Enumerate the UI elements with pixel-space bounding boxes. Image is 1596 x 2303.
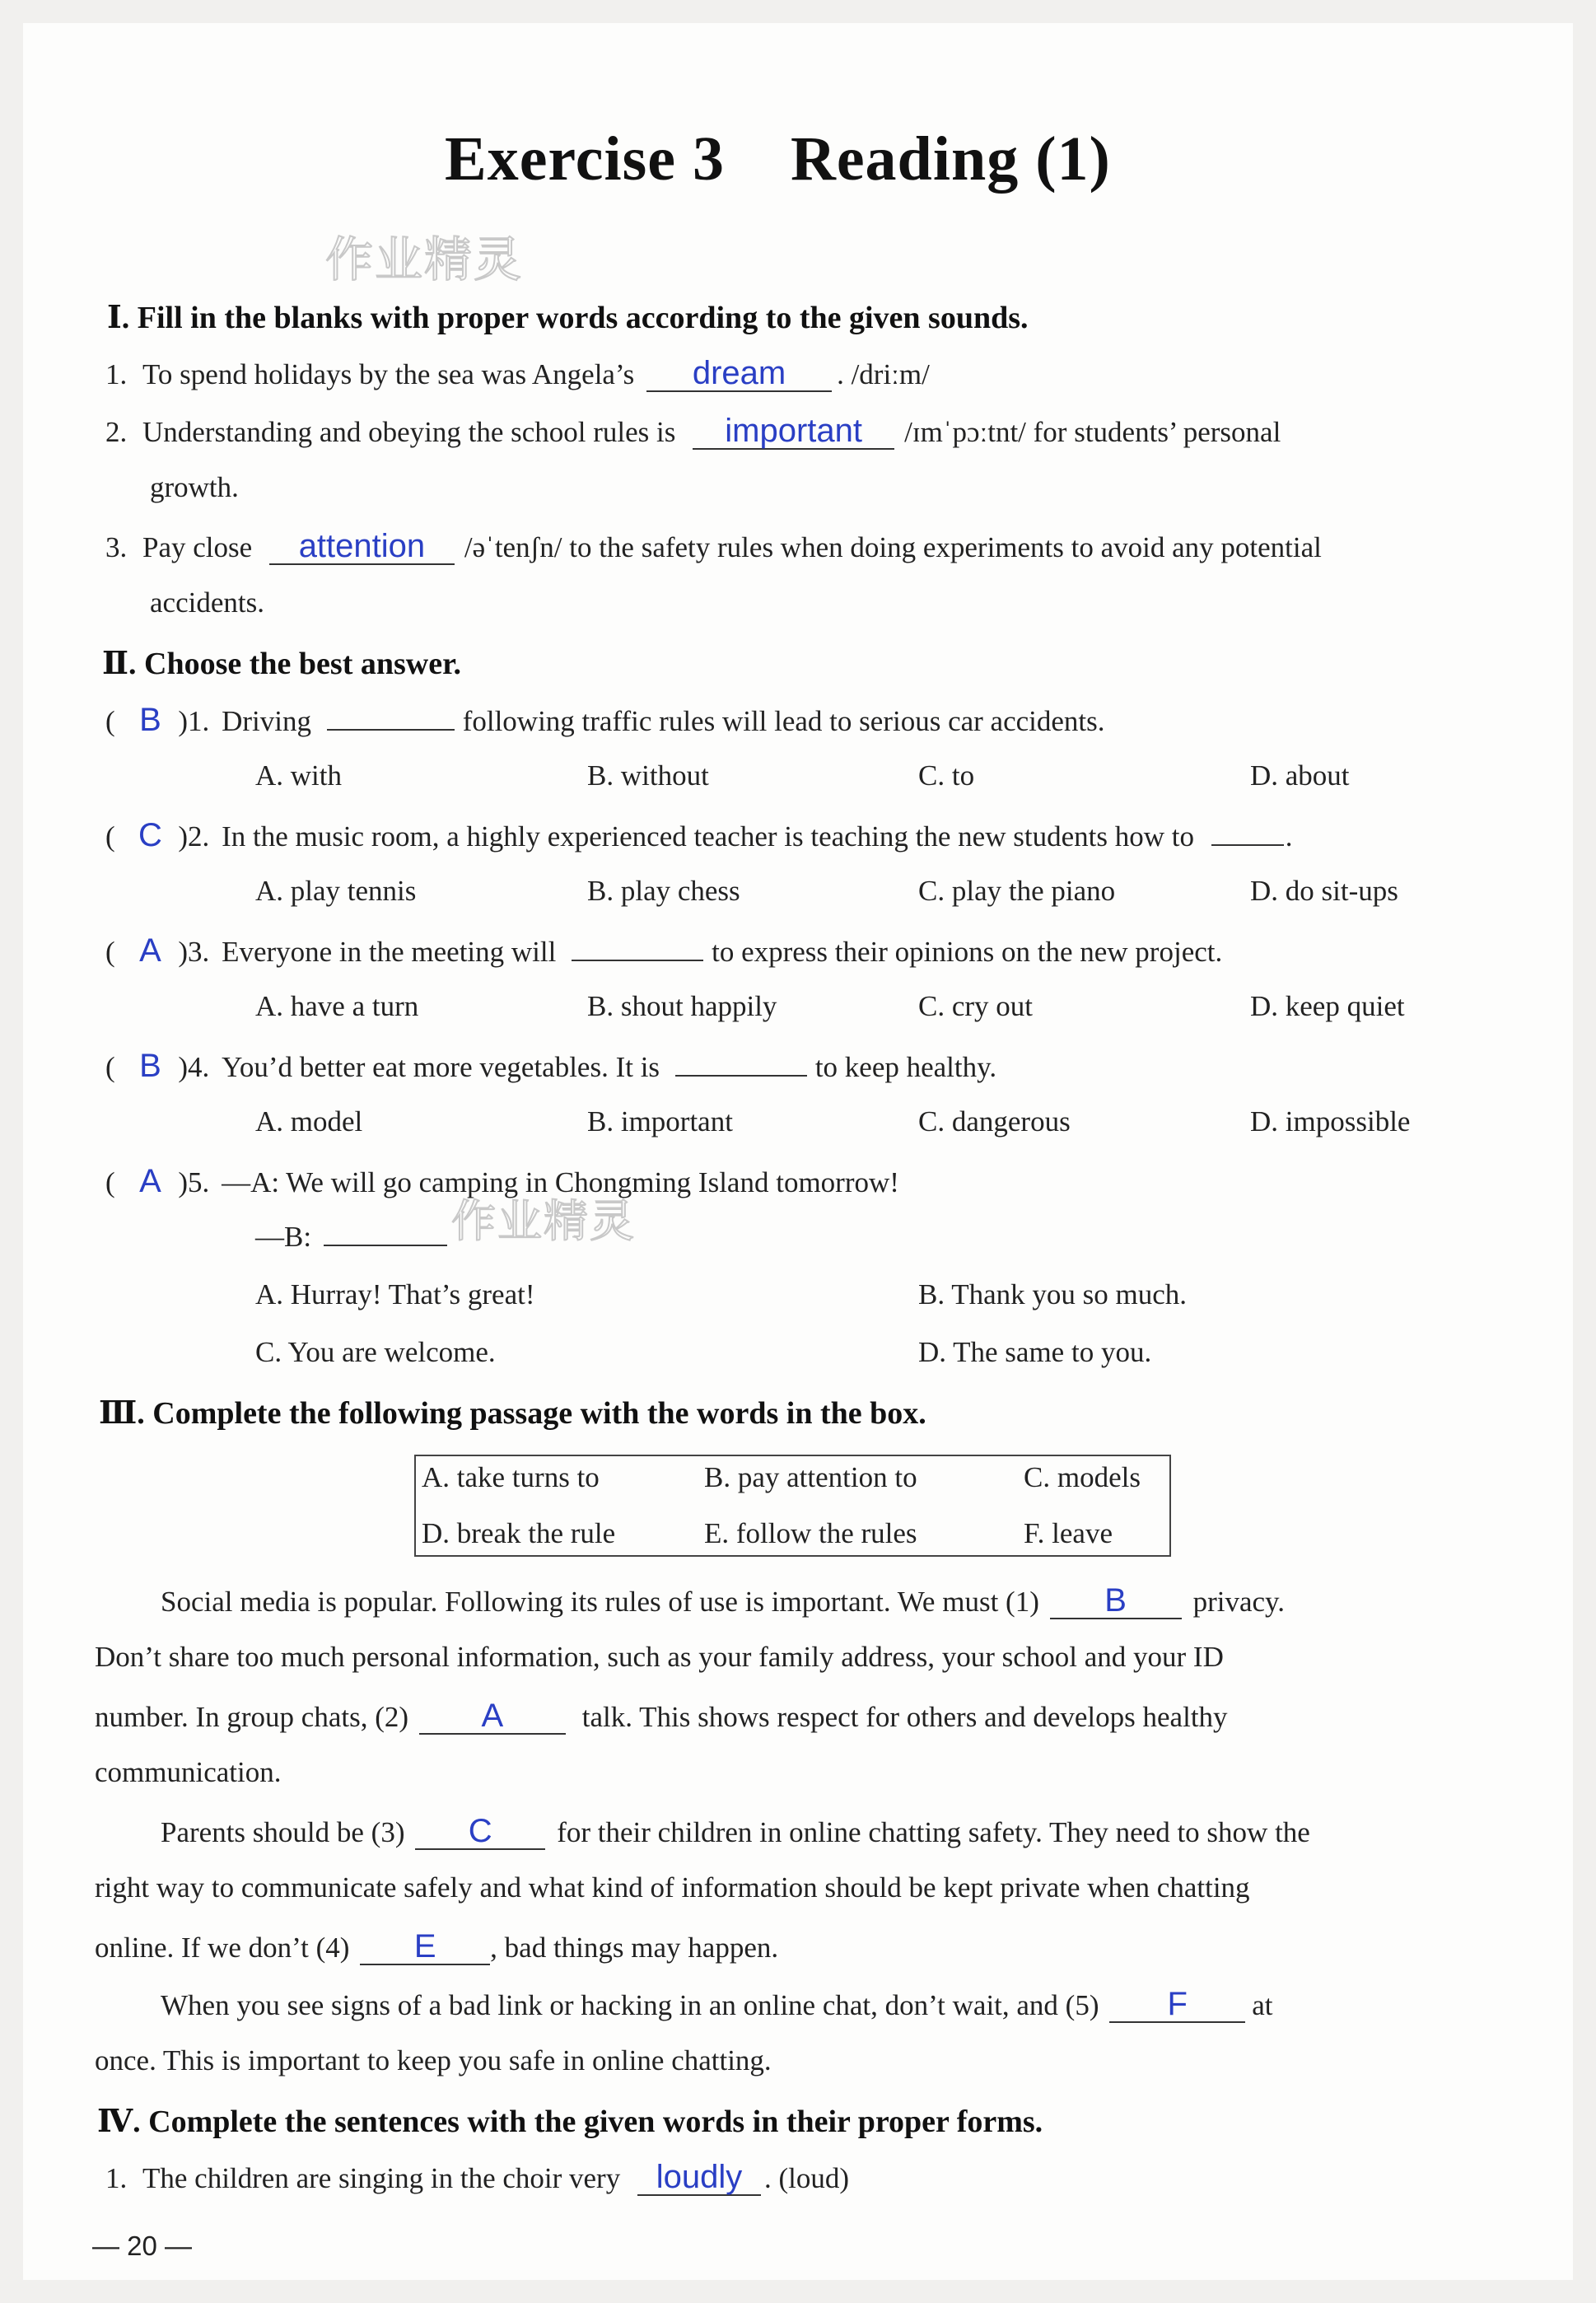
mcq-text: to express their opinions on the new project. — [712, 936, 1223, 968]
mcq-3-option-b: B. shout happily — [587, 990, 777, 1022]
section-1-heading: Ⅰ. Fill in the blanks with proper words according to the given sounds. — [107, 301, 1029, 335]
passage-text: Social media is popular. Following its rules of use is important. We must (1) — [161, 1586, 1039, 1618]
mcq-question-3: ( A )3. Everyone in the meeting will to express their opinions on the new project. — [105, 932, 1223, 969]
passage-text: online. If we don’t (4) — [95, 1932, 350, 1964]
handwritten-answer: C — [468, 1813, 492, 1849]
mcq-2-option-c: C. play the piano — [918, 875, 1116, 907]
item-number: 1. — [105, 2162, 128, 2194]
answer-blank-1 — [1050, 1583, 1182, 1619]
section-4-heading: Ⅳ. Complete the sentences with the given words in their proper forms. — [97, 2104, 1043, 2139]
mcq-5-option-c: C. You are welcome. — [255, 1336, 496, 1368]
word-box-item-c: C. models — [1024, 1461, 1141, 1493]
s1-item-1 — [105, 356, 930, 392]
mcq-question-1: ( B )1. Driving following traffic rules will lead to serious car accidents. — [105, 702, 1105, 738]
mcq-text: Driving — [222, 705, 311, 737]
item-text: /əˈtenʃn/ to the safety rules when doing experiments to avoid any potential — [464, 531, 1322, 563]
mcq-number: )3. — [178, 936, 210, 968]
mcq-question-5: ( A )5. —A: We will go camping in Chongming Island tomorrow! — [105, 1163, 899, 1199]
mcq-4-option-d: D. impossible — [1250, 1105, 1411, 1137]
mcq-5-reply — [255, 1221, 447, 1254]
watermark-top: 作业精灵 — [325, 231, 524, 287]
answer-blank — [646, 356, 832, 392]
passage-line: right way to communicate safely and what kind of information should be kept private when chatting — [95, 1871, 1250, 1904]
answer-blank-4 — [360, 1929, 490, 1965]
passage-line: once. This is important to keep you safe in online chatting. — [95, 2044, 772, 2076]
mcq-text: following traffic rules will lead to serious car accidents. — [462, 705, 1105, 737]
mcq-2-option-a: A. play tennis — [255, 875, 417, 907]
mcq-answer: C — [138, 817, 162, 853]
passage-text: talk. This shows respect for others and develops healthy — [581, 1701, 1228, 1733]
mcq-2-option-b: B. play chess — [587, 875, 740, 907]
answer-blank — [324, 1245, 447, 1246]
mcq-4-option-c: C. dangerous — [918, 1105, 1071, 1137]
passage-text: Parents should be (3) — [161, 1816, 405, 1848]
passage-text: privacy. — [1192, 1586, 1286, 1618]
item-text: Pay close — [142, 531, 253, 563]
item-text: . (loud) — [763, 2162, 850, 2194]
item-number: 2. — [105, 416, 128, 448]
passage-text: at — [1252, 1989, 1273, 2021]
answer-blank — [637, 2160, 761, 2196]
passage-line — [161, 1814, 1310, 1850]
handwritten-answer: dream — [692, 355, 786, 391]
mcq-3-option-c: C. cry out — [918, 990, 1034, 1022]
word-box-item-b: B. pay attention to — [704, 1461, 917, 1493]
s1-item-3 — [105, 529, 1322, 565]
passage-line: communication. — [95, 1756, 282, 1788]
passage-line — [95, 1929, 778, 1965]
mcq-question-2: ( C )2. In the music room, a highly experienced teacher is teaching the new students how to . — [105, 817, 1293, 853]
mcq-number: )1. — [178, 705, 210, 737]
answer-blank-5 — [1109, 1987, 1245, 2023]
mcq-3-option-d: D. keep quiet — [1250, 990, 1405, 1022]
mcq-text: to keep healthy. — [814, 1051, 997, 1083]
mcq-answer: A — [139, 932, 161, 969]
mcq-2-option-d: D. do sit-ups — [1250, 875, 1398, 907]
section-3-heading: Ⅲ. Complete the following passage with the words in the box. — [99, 1396, 926, 1431]
handwritten-answer: E — [413, 1928, 436, 1964]
item-number: 1. — [105, 358, 128, 390]
mcq-text: You’d better eat more vegetables. It is — [222, 1051, 660, 1083]
passage-line — [161, 1987, 1273, 2023]
handwritten-answer: loudly — [656, 2159, 743, 2195]
mcq-text: —B: — [255, 1221, 312, 1253]
handwritten-answer: B — [1104, 1582, 1127, 1619]
mcq-text: In the music room, a highly experienced teacher is teaching the new students how to — [222, 820, 1194, 853]
page-number: — 20 — — [92, 2231, 193, 2261]
s1-item-2 — [105, 413, 1281, 450]
mcq-text: . — [1285, 820, 1293, 853]
passage-text: number. In group chats, (2) — [95, 1701, 409, 1733]
item-text: . /driːm/ — [837, 358, 930, 390]
item-text: /ɪmˈpɔːtnt/ for students’ personal — [904, 416, 1281, 448]
passage-text: for their children in online chatting safety. They need to show the — [557, 1816, 1310, 1848]
word-box-item-e: E. follow the rules — [704, 1517, 917, 1549]
item-number: 3. — [105, 531, 128, 563]
passage-text: When you see signs of a bad link or hacking in an online chat, don’t wait, and (5) — [161, 1989, 1099, 2021]
section-2-heading: Ⅱ. Choose the best answer. — [102, 647, 461, 681]
mcq-answer: B — [139, 1048, 161, 1084]
mcq-1-option-a: A. with — [255, 759, 342, 792]
answer-blank — [269, 529, 455, 565]
s4-item-1 — [105, 2160, 849, 2196]
mcq-question-4: ( B )4. You’d better eat more vegetables. It is to keep healthy. — [105, 1048, 997, 1084]
mcq-1-option-c: C. to — [918, 759, 975, 792]
item-text: To spend holidays by the sea was Angela’s — [142, 358, 635, 390]
item-text: The children are singing in the choir very — [142, 2162, 621, 2194]
passage-text: , bad things may happen. — [490, 1932, 779, 1964]
mcq-number: )2. — [178, 820, 210, 853]
answer-blank — [675, 1075, 807, 1077]
mcq-1-option-b: B. without — [587, 759, 709, 792]
watermark-middle: 作业精灵 — [451, 1195, 636, 1247]
mcq-4-option-b: B. important — [587, 1105, 733, 1137]
passage-line: Don’t share too much personal information, such as your family address, your school and your ID — [95, 1641, 1224, 1673]
mcq-number: )4. — [178, 1051, 210, 1083]
passage-line — [95, 1698, 1228, 1735]
handwritten-answer: A — [481, 1698, 504, 1734]
item-text: Understanding and obeying the school rules is — [142, 416, 676, 448]
answer-blank — [327, 729, 455, 731]
mcq-5-option-a: A. Hurray! That’s great! — [255, 1278, 535, 1310]
mcq-number: )5. — [178, 1166, 210, 1198]
handwritten-answer: attention — [298, 528, 426, 564]
passage-line — [161, 1583, 1285, 1619]
answer-blank — [693, 413, 894, 450]
mcq-5-option-d: D. The same to you. — [918, 1336, 1152, 1368]
mcq-3-option-a: A. have a turn — [255, 990, 419, 1022]
handwritten-answer: important — [725, 413, 863, 449]
s1-item-3-cont: accidents. — [150, 586, 264, 619]
mcq-5-option-b: B. Thank you so much. — [918, 1278, 1188, 1310]
word-box-item-a: A. take turns to — [422, 1461, 600, 1493]
mcq-answer: A — [139, 1163, 161, 1199]
word-box-item-f: F. leave — [1024, 1517, 1113, 1549]
answer-blank — [1211, 844, 1284, 846]
answer-blank-2 — [419, 1698, 566, 1735]
page-title: Exercise 3 Reading (1) — [445, 124, 1111, 194]
answer-blank — [572, 960, 703, 961]
mcq-4-option-a: A. model — [255, 1105, 363, 1137]
mcq-answer: B — [139, 702, 161, 738]
mcq-text: —A: We will go camping in Chongming Island tomorrow! — [222, 1166, 899, 1198]
word-box-item-d: D. break the rule — [422, 1517, 616, 1549]
mcq-text: Everyone in the meeting will — [222, 936, 557, 968]
s1-item-2-cont: growth. — [150, 471, 239, 503]
answer-blank-3 — [415, 1814, 545, 1850]
handwritten-answer: F — [1167, 1986, 1188, 2022]
mcq-1-option-d: D. about — [1250, 759, 1350, 792]
